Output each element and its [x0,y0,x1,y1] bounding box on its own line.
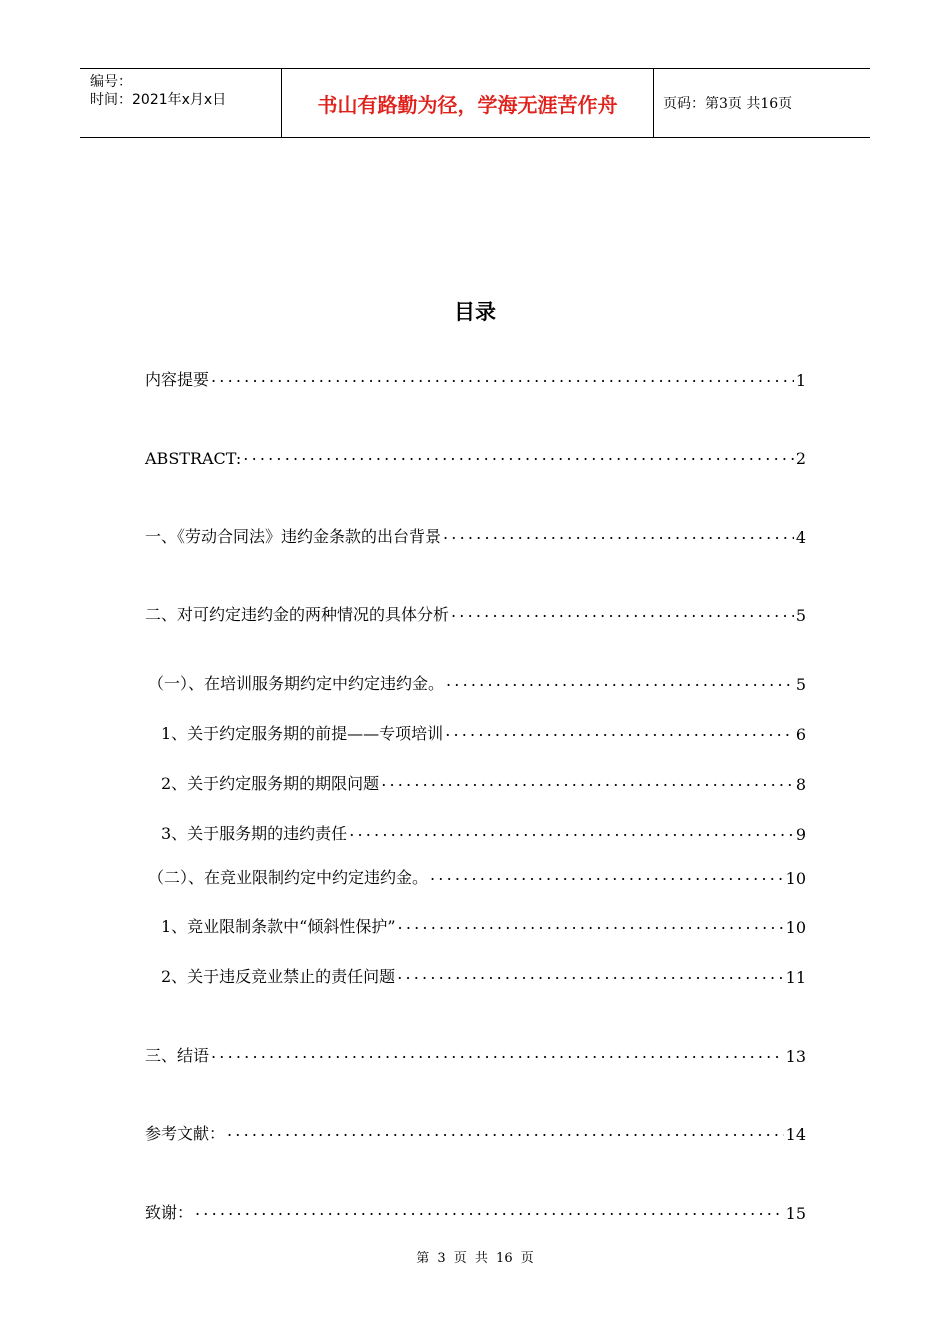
toc-leader-dots [195,1200,784,1220]
toc-title: 目录 [454,300,496,324]
toc-entry[interactable] [145,599,806,625]
toc-leader-dots [227,1121,784,1141]
toc-entry-label: 参考文献： [145,1124,226,1143]
toc-entry[interactable] [145,521,806,547]
toc-leader-dots [349,821,794,841]
toc-entry-label: 三、结语 [145,1046,210,1065]
toc-entry-page: 4 [795,528,806,547]
toc-entry[interactable] [145,364,806,390]
toc-entry-label: 3、关于服务期的违约责任 [161,824,348,843]
toc-entry-page: 9 [795,825,806,844]
toc-leader-dots [445,721,794,741]
toc-entry-page: 10 [785,918,806,937]
header-meta [80,69,282,137]
toc-leader-dots [381,771,794,791]
toc-leader-dots [398,914,784,934]
toc-entry[interactable] [161,718,806,744]
toc-entry[interactable] [145,1040,806,1066]
toc-entry-page: 11 [785,968,806,987]
toc-leader-dots [211,1043,784,1063]
toc-entry-page: 15 [785,1204,806,1223]
toc-entry-label: （一）、在培训服务期约定中约定违约金。 [148,674,445,693]
toc-entry-label: ABSTRACT: [145,449,242,468]
page-footer: 第 3 页 共 16 页 [416,1251,534,1266]
toc-entry[interactable] [145,442,806,468]
toc-entry-page: 1 [795,371,806,390]
toc-entry[interactable] [145,1118,806,1144]
header-page-info: 页码：第3页 共16页 [663,96,793,112]
toc-entry-label: （二）、在竞业限制约定中约定违约金。 [148,868,429,887]
toc-entry-page: 6 [795,725,806,744]
toc-leader-dots [451,602,794,622]
toc-entry-label: 2、关于违反竞业禁止的责任问题 [161,967,396,986]
toc-entry-label: 二、对可约定违约金的两种情况的具体分析 [145,605,450,624]
toc-leader-dots [397,964,783,984]
toc-leader-dots [430,865,784,885]
toc-entry[interactable] [161,911,806,937]
page-header [80,68,870,138]
toc-entry-page: 5 [795,675,806,694]
toc-leader-dots [446,671,794,691]
toc-entry-label: 2、关于约定服务期的期限问题 [161,774,380,793]
toc-entry-page: 5 [795,606,806,625]
toc-entry-page: 13 [785,1047,806,1066]
toc-entry[interactable] [145,1197,806,1223]
toc-leader-dots [211,367,794,387]
time-label: 时间：2021年x月x日 [90,92,227,108]
toc-entry[interactable] [161,768,806,794]
toc-entry-page: 10 [785,869,806,888]
toc-entry-page: 2 [795,449,806,468]
toc-entry[interactable] [148,668,806,694]
header-motto: 书山有路勤为径，学海无涯苦作舟 [282,69,654,137]
toc-leader-dots [243,445,794,465]
toc-entry[interactable] [161,961,806,987]
toc-entry-page: 14 [785,1125,806,1144]
toc-entry-label: 一、《劳动合同法》违约金条款的出台背景 [145,527,442,546]
toc-leader-dots [443,524,794,544]
toc-entry-label: 1、关于约定服务期的前提——专项培训 [161,724,444,743]
toc-entry[interactable] [161,818,806,844]
toc-entry-page: 8 [795,775,806,794]
toc-entry-label: 1、竞业限制条款中“倾斜性保护” [161,917,396,936]
toc-entry-label: 内容提要 [145,370,210,389]
number-label: 编号： [90,74,132,90]
toc-entry-label: 致谢： [145,1203,194,1222]
toc-entry[interactable] [148,862,806,888]
